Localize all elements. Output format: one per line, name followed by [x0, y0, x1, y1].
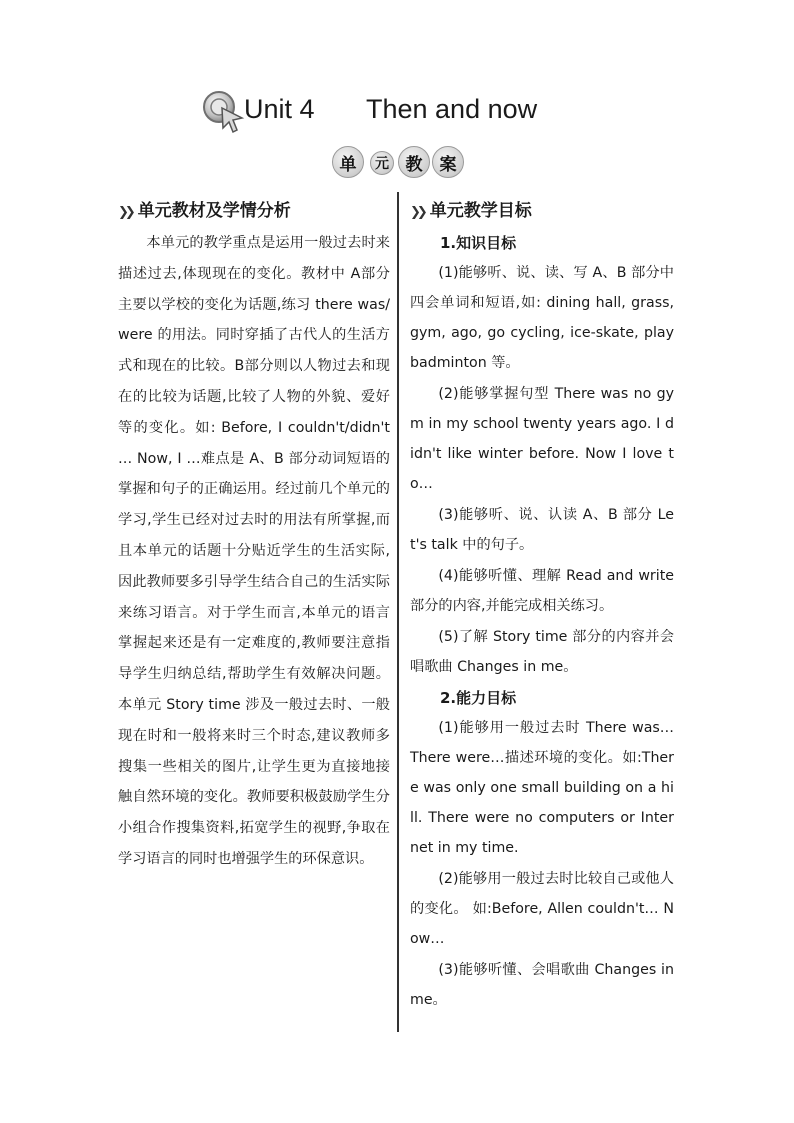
badge-char: 案 — [432, 146, 464, 178]
goal-item: (1)能够用一般过去时 There was… There were…描述环境的变化。如:There was only one small building on a hill. There were no computers or Internet in my time. — [410, 720, 674, 856]
unit-theme: Then and now — [366, 94, 538, 124]
right-column — [410, 196, 674, 1016]
analysis-paragraph: 本单元的教学重点是运用一般过去时来描述过去,体现现在的变化。教材中 A部分主要以学校的变化为话题,练习 there was/were 的用法。同时穿插了古代人的生活方式和现在的比较。B部分则以人物过去和现在的比较为话题,比较了人物的外貌、爱好等的变化。如: Before, I couldn't/didn't … Now, I …难点是 A、B 部分动词短语的掌握和句子的正确运用。经过前几个单元的学习,学生已经对过去时的用法有所掌握,而且本单元的话题十分贴近学生的生活实际,因此教师要多引导学生结合自己的生活实际来练习语言。对于学生而言,本单元的语言掌握起来还是有一定难度的,教师要注意指导学生归纳总结,帮助学生有效解决问题。本单元 Story time 涉及一般过去时、一般现在时和一般将来时三个时态,建议教师多搜集一些相关的图片,让学生更为直接地接触自然环境的变化。教师要积极鼓励学生分小组合作搜集资料,拓宽学生的视野,争取在学习语言的同时也增强学生的环保意识。 — [118, 235, 390, 867]
left-column — [118, 196, 390, 875]
badge-char: 单 — [332, 146, 364, 178]
unit-label: Unit 4 — [244, 94, 315, 124]
section-heading — [118, 196, 390, 226]
page-title — [200, 86, 620, 136]
magnifier-cursor-icon — [200, 88, 246, 134]
double-chevron-icon: ❯❯ — [118, 205, 132, 220]
unit-lesson-plan-badges — [332, 146, 472, 182]
goal-item: (3)能够听、说、认读 A、B 部分 Let's talk 中的句子。 — [410, 507, 674, 553]
goal-item: (1)能够听、说、读、写 A、B 部分中四会单词和短语,如: dining hall, grass, gym, ago, go cycling, ice-skate, play badminton 等。 — [410, 265, 674, 371]
column-divider — [397, 192, 399, 1032]
section-heading-text: 单元教学目标 — [429, 201, 532, 221]
double-chevron-icon: ❯❯ — [410, 205, 424, 220]
section-heading — [410, 196, 674, 226]
goal-item: (4)能够听懂、理解 Read and write 部分的内容,并能完成相关练习。 — [410, 568, 674, 614]
section-heading-text: 单元教材及学情分析 — [137, 201, 291, 221]
badge-char: 教 — [398, 146, 430, 178]
goal-item: (3)能够听懂、会唱歌曲 Changes in me。 — [410, 962, 674, 1008]
badge-char: 元 — [370, 151, 394, 175]
goal-item: (2)能够用一般过去时比较自己或他人的变化。 如:Before, Allen couldn't… Now… — [410, 871, 674, 947]
knowledge-goals-heading: 1.知识目标 — [440, 234, 517, 252]
ability-goals-heading: 2.能力目标 — [440, 689, 517, 707]
goal-item: (2)能够掌握句型 There was no gym in my school twenty years ago. I didn't like winter before. Now I love to… — [410, 386, 674, 492]
goal-item: (5)了解 Story time 部分的内容并会唱歌曲 Changes in me。 — [410, 629, 674, 675]
